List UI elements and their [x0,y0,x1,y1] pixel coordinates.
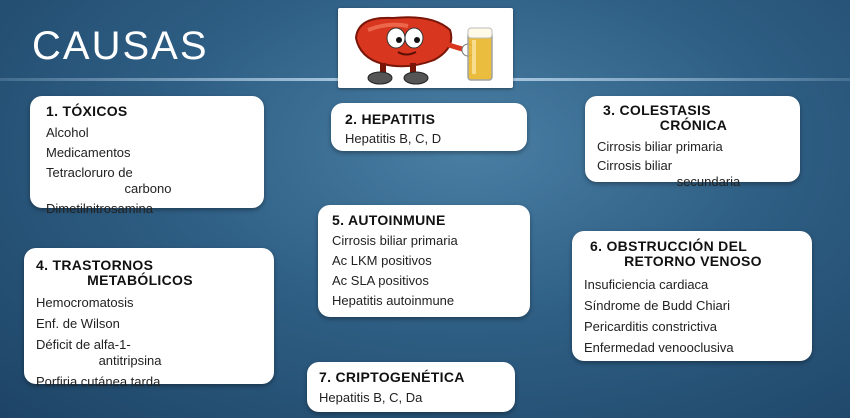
list-item: Insuficiencia cardiaca [584,277,709,292]
list-item: Tetracloruro de [46,165,133,180]
box-colestasis-title-2: CRÓNICA [659,117,728,133]
box-hepatitis-title: 2. HEPATITIS [345,111,436,127]
list-item: antitripsina [98,353,162,368]
list-item: Déficit de alfa-1- [36,337,131,352]
list-item: carbono [124,181,172,196]
box-obstruccion-title-2: RETORNO VENOSO [624,253,762,269]
list-item: Hepatitis B, C, Da [319,390,423,405]
liver-mascot-with-beer-icon [338,8,513,88]
box-criptogenetica-title: 7. CRIPTOGENÉTICA [319,369,465,385]
list-item: Cirrosis biliar primaria [597,139,723,154]
box-autoinmune-title: 5. AUTOINMUNE [332,212,446,228]
list-item: Hepatitis B, C, D [345,131,442,146]
list-item: Alcohol [46,125,89,140]
box-metabolicos-title-2: METABÓLICOS [87,272,193,288]
box-metabolicos-title-1: 4. TRASTORNOS [36,257,154,273]
slide-title: CAUSAS [32,24,209,68]
box-criptogenetica [307,362,515,412]
list-item: Ac LKM positivos [332,253,432,268]
list-item: Medicamentos [46,145,131,160]
list-item: secundaria [676,174,741,189]
list-item: Enf. de Wilson [36,316,120,331]
list-item: Ac SLA positivos [332,273,429,288]
list-item: Síndrome de Budd Chiari [584,298,730,313]
box-hepatitis [331,103,527,151]
box-colestasis [585,96,800,189]
list-item: Enfermedad venooclusiva [584,340,734,355]
list-item: Cirrosis biliar [597,158,673,173]
list-item: Cirrosis biliar primaria [332,233,458,248]
box-toxicos [30,96,264,216]
box-metabolicos [24,248,274,389]
box-colestasis-title-1: 3. COLESTASIS [603,102,711,118]
list-item: Hemocromatosis [36,295,134,310]
list-item: Pericarditis constrictiva [584,319,717,334]
list-item: Hepatitis autoinmune [332,293,455,308]
liver-mascot-svg [338,8,513,88]
list-item: Porfiria cutánea tarda [36,374,161,389]
list-item: Dimetilnitrosamina [46,201,153,216]
box-obstruccion-title-1: 6. OBSTRUCCIÓN DEL [590,238,748,254]
box-obstruccion [572,231,812,361]
box-autoinmune [318,205,530,317]
box-toxicos-title: 1. TÓXICOS [46,103,128,119]
